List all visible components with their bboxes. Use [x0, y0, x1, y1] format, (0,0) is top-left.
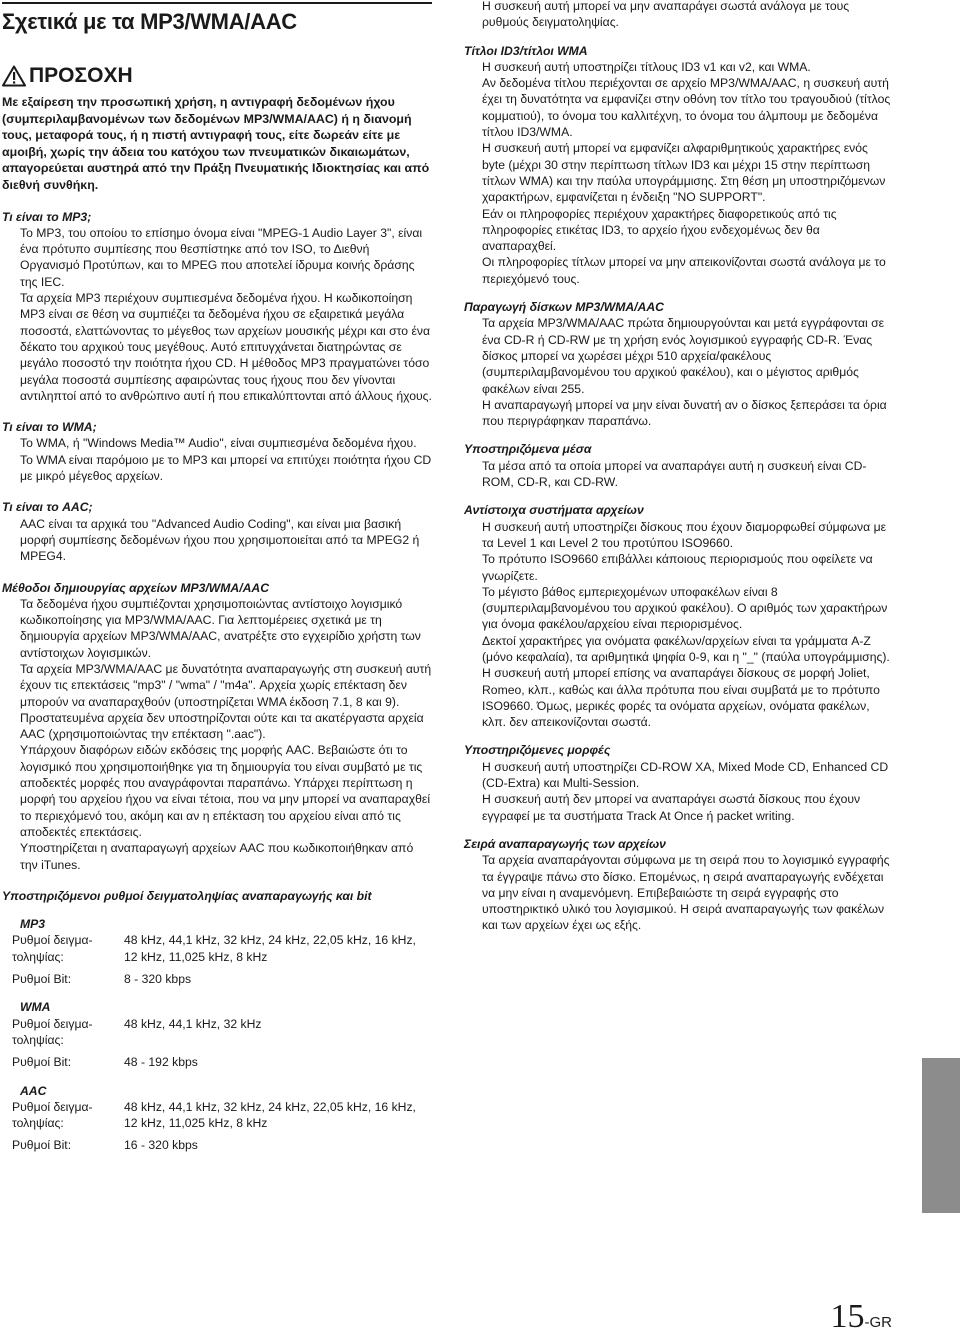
paragraph: Τα αρχεία αναπαράγονται σύμφωνα με τη σειρά που το λογισμικό εγγραφής τα έγγραψε πάνω στο δίσκο. Επομένως, η σειρά αναπαραγωγής ενδέχεται να μην είναι η αναμενόμενη. Επιβεβαιώστε τη σειρά εγγραφής στο υποστηρικτικό υλικό του λογισμικού. Η σειρά αναπαραγωγής των φακέλων και των αρχείων έχει ως εξής.	[482, 853, 890, 933]
section-body	[464, 458, 894, 491]
title-rule	[2, 2, 432, 4]
sampling-label-line: Ρυθμοί δειγμα-	[12, 933, 93, 948]
paragraph: Τα αρχεία MP3/WMA/AAC πρώτα δημιουργούνται και μετά εγγράφονται σε ένα CD-R ή CD-RW με τη χρήση ενός λογισμικού εγγραφής CD-R. Ένας δίσκος μπορεί να χωρέσει μέχρι 510 αρχεία/φακέλους (συμπεριλαμβανομένου του αρχικού φακέλου), και ο μέγιστος αριθμός φακέλων είναι 255.	[482, 316, 885, 396]
page-number	[831, 1300, 893, 1340]
right-column	[464, 0, 894, 934]
section	[2, 499, 432, 564]
warning-text: Με εξαίρεση την προσωπική χρήση, η αντιγραφή δεδομένων ήχου (συμπεριλαμβανομένων των δεδομένων MP3/WMA/AAC) ή η διανομή τους, μεταφορά τους, ή η πιστή αντιγραφή τους, είτε δωρεάν είτε με αμοιβή, χωρίς την άδεια του κατόχου των πνευματικών δικαιωμάτων, απαγορεύεται αυστηρά από την Πράξη Πνευματικής Ιδιοκτησίας και από διεθνή συνθήκη.	[2, 95, 430, 192]
warning-heading: ΠΡΟΣΟΧΗ	[29, 64, 133, 87]
paragraph: Η συσκευή αυτή μπορεί επίσης να αναπαράγει δίσκους σε μορφή Joliet, Romeo, κλπ., καθώς και άλλα πρότυπα που είναι συμβατά με το πρότυπο ISO9660. Όμως, μερικές φορές τα ονόματα αρχείων, ονόματα φακέλων, κλπ. δεν απεικονίζονται σωστά.	[482, 666, 880, 730]
section-body	[464, 59, 894, 287]
sampling-value-line: 12 kHz, 11,025 kHz, 8 kHz	[124, 1116, 268, 1131]
format-name: WMA	[20, 1000, 51, 1015]
warning-header	[2, 64, 432, 88]
sampling-value	[124, 1016, 424, 1049]
section	[2, 419, 432, 484]
sampling-label-line: τοληψίας:	[12, 1116, 64, 1131]
paragraph: Τα αρχεία MP3/WMA/AAC με δυνατότητα αναπαραγωγής στη συσκευή αυτή έχουν τις επεκτάσεις "mp3" / "wma" / "m4a". Αρχεία χωρίς επέκταση δεν μπορούν να αναπαραχθούν (υποστηρίζεται WMA έκδοση 7.1, 8 και 9). Προστατευμένα αρχεία δεν υποστηρίζονται ούτε και τα ακατέργαστα αρχεία AAC (χρησιμοποιώντας την επέκταση ".aac").	[20, 661, 432, 742]
paragraph: Το πρότυπο ISO9660 επιβάλλει κάποιους περιορισμούς που οφείλετε να γνωρίζετε.	[482, 552, 873, 583]
bitrate-value: 48 - 192 kbps	[124, 1055, 198, 1070]
section-body	[2, 435, 432, 484]
section	[464, 836, 894, 934]
section-title: Αντίστοιχα συστήματα αρχείων	[464, 503, 644, 518]
section-title: Υποστηριζόμενα μέσα	[464, 442, 592, 457]
section-body	[464, 519, 894, 731]
paragraph: Τα δεδομένα ήχου συμπιέζονται χρησιμοποιώντας αντίστοιχο λογισμικό κωδικοποίησης για MP3/WMA/AAC. Για λεπτομέρειες σχετικά με τη δημιουργία αρχείων MP3/WMA/AAC, ανατρέξτε στο εγχειρίδιο χρήστη των αντίστοιχων λογισμικών.	[20, 596, 421, 660]
bitrate-row	[2, 1137, 432, 1153]
paragraph: AAC είναι τα αρχικά του "Advanced Audio Coding", και είναι μια βασική μορφή συμπίεσης δεδομένων ήχου που χρησιμοποιείται από τα MPEG2 ή MPEG4.	[20, 516, 420, 564]
section	[464, 441, 894, 490]
section-title: Σειρά αναπαραγωγής των αρχείων	[464, 836, 666, 851]
paragraph: Αν δεδομένα τίτλου περιέχονται σε αρχείο MP3/WMA/AAC, η συσκευή αυτή έχει τη δυνατότητα να εμφανίζει στην οθόνη τον τίτλο του τραγουδιού (τίτλος κομματιού), το όνομα του καλλιτέχνη, το όνομα του άλμπουμ με δεδομένα τίτλου ID3/WMA.	[482, 76, 891, 140]
section	[464, 502, 894, 730]
section	[464, 299, 894, 429]
paragraph: Τα μέσα από τα οποία μπορεί να αναπαράγει αυτή η συσκευή είναι CD-ROM, CD-R, και CD-RW.	[482, 458, 867, 490]
sampling-label	[12, 1099, 124, 1132]
sampling-value-line: 48 kHz, 44,1 kHz, 32 kHz, 24 kHz, 22,05 kHz, 16 kHz,	[124, 1099, 416, 1114]
bitrate-row	[2, 971, 432, 987]
sampling-value-line: 48 kHz, 44,1 kHz, 32 kHz, 24 kHz, 22,05 kHz, 16 kHz,	[124, 933, 416, 948]
section-title: Τι είναι το MP3;	[2, 209, 92, 224]
paragraph: Το μέγιστο βάθος εμπεριεχομένων υποφακέλων είναι 8 (συμπεριλαμβανομένου του αρχικού φακέλου). Ο αριθμός των χαρακτήρων για όνομα φακέλου/αρχείου είναι περιορισμένος.	[482, 584, 888, 632]
bitrate-value: 16 - 320 kbps	[124, 1138, 198, 1153]
sampling-row	[2, 1099, 432, 1132]
section-title: Τίτλοι ID3/τίτλοι WMA	[464, 43, 588, 58]
format-name: MP3	[20, 917, 46, 932]
section	[464, 742, 894, 823]
paragraph: Η συσκευή αυτή υποστηρίζει δίσκους που έχουν διαμορφωθεί σύμφωνα με τα Level 1 και Level 2 του προτύπου ISO9660.	[482, 519, 887, 550]
sampling-label-line: Ρυθμοί δειγμα-	[12, 1099, 93, 1114]
page-title: Σχετικά με τα MP3/WMA/AAC	[2, 9, 297, 34]
right-intro: Η συσκευή αυτή μπορεί να μην αναπαράγει σωστά ανάλογα με τους ρυθμούς δειγματοληψίας.	[482, 0, 850, 30]
paragraph: Υπάρχουν διαφόρων ειδών εκδόσεις της μορφής AAC. Βεβαιώστε ότι το λογισμικό που χρησιμοποιήθηκε για τη δημιουργία του είναι συμβατό με τις αποδεκτές μορφές που αναγράφονται παραπάνω. Υπάρχει περίπτωση η μορφή του αρχείου ήχου να είναι τέτοια, που να μην μπορεί να αναπαραχθεί το περιεχόμενό του, ακόμη και αν η επέκταση του αρχείου είναι από τις αποδεκτές επεκτάσεις.	[20, 743, 431, 839]
sampling-label-line: τοληψίας:	[12, 949, 64, 964]
left-column	[2, 0, 432, 1154]
section-body	[464, 759, 894, 824]
paragraph: Οι πληροφορίες τίτλων μπορεί να μην απεικονίζονται σωστά ανάλογα με το περιεχόμενό τους.	[482, 255, 886, 286]
section	[2, 580, 432, 873]
paragraph: Το WMA είναι παρόμοιο με το MP3 και μπορεί να επιτύχει ποιότητα ήχου CD με μικρό μέγεθος αρχείων.	[20, 452, 432, 484]
section-body	[2, 516, 432, 565]
section-title: Μέθοδοι δημιουργίας αρχείων MP3/WMA/AAC	[2, 580, 270, 595]
format-name: AAC	[20, 1083, 47, 1098]
sampling-label	[12, 1016, 124, 1049]
section-body	[2, 596, 432, 873]
warning-triangle-icon	[2, 65, 26, 87]
side-tab	[922, 1058, 960, 1213]
sampling-label-line: Ρυθμοί δειγμα-	[12, 1016, 93, 1031]
paragraph: Η συσκευή αυτή υποστηρίζει τίτλους ID3 v1 και v2, και WMA.	[482, 59, 811, 74]
section-body	[2, 225, 432, 404]
sampling-value	[124, 932, 424, 965]
section-body	[464, 852, 894, 933]
sampling-value	[124, 1099, 424, 1132]
sampling-rates-section	[2, 888, 432, 1154]
left-sections	[2, 209, 432, 873]
bitrate-value: 8 - 320 kbps	[124, 972, 192, 987]
page-number-digits: 15	[830, 1298, 865, 1335]
bitrate-label: Ρυθμοί Bit:	[12, 972, 72, 987]
bitrate-label: Ρυθμοί Bit:	[12, 1138, 72, 1153]
section	[464, 43, 894, 287]
paragraph: Το MP3, του οποίου το επίσημο όνομα είναι "MPEG-1 Audio Layer 3", είναι ένα πρότυπο συμπίεσης που θεσπίστηκε από τον ISO, το Διεθνή Οργανισμό Προτύπων, και το MPEG που αποτελεί ίδρυμα κοινής δράσης της IEC.	[20, 225, 423, 289]
section-title: Υποστηριζόμενοι ρυθμοί δειγματοληψίας αναπαραγωγής και bit	[2, 888, 372, 903]
rates-list	[2, 916, 432, 1154]
right-sections	[464, 43, 894, 934]
section-title: Τι είναι το WMA;	[2, 420, 97, 435]
paragraph: Το WMA, ή "Windows Media™ Audio", είναι συμπιεσμένα δεδομένα ήχου.	[20, 436, 417, 451]
sampling-label-line: τοληψίας:	[12, 1032, 64, 1047]
bitrate-row	[2, 1054, 432, 1070]
section-title: Τι είναι το AAC;	[2, 500, 93, 515]
paragraph: Εάν οι πληροφορίες περιέχουν χαρακτήρες διαφορετικούς από τις πληροφορίες ετικέτας ID3, το αρχείο ήχου ενδεχομένως δεν θα αναπαραχθεί.	[482, 206, 837, 254]
paragraph: Η συσκευή αυτή δεν μπορεί να αναπαράγει σωστά δίσκους που έχουν εγγραφεί με τα συστήματα Track At Once ή packet writing.	[482, 792, 861, 823]
section-title: Παραγωγή δίσκων MP3/WMA/AAC	[464, 300, 664, 315]
sampling-value-line: 48 kHz, 44,1 kHz, 32 kHz	[124, 1016, 262, 1031]
paragraph: Υποστηρίζεται η αναπαραγωγή αρχείων AAC που κωδικοποιήθηκαν από την iTunes.	[20, 841, 414, 872]
bitrate-label: Ρυθμοί Bit:	[12, 1055, 72, 1070]
paragraph: Τα αρχεία MP3 περιέχουν συμπιεσμένα δεδομένα ήχου. Η κωδικοποίηση MP3 είναι σε θέση να συμπιέζει τα δεδομένα ήχου σε εξαιρετικά μεγάλα ποσοστά, ελαττώνοντας το μέγεθος των αρχείων μουσικής μέχρι και στο ένα δέκατο του αρχικού τους μεγέθους. Αυτό επιτυγχάνεται διατηρώντας σε μεγάλο ποσοστό την ποιότητα ήχου CD. Η μέθοδος MP3 πραγματώνει τόσο μεγάλα ποσοστά συμπίεσης αφαιρώντας τους ήχους που δεν γίνονται αντιληπτοί από το ανθρώπινο αυτί ή που επικαλύπτονται από άλλους ήχους.	[20, 291, 432, 403]
paragraph: Δεκτοί χαρακτήρες για ονόματα φακέλων/αρχείων είναι τα γράμματα A-Z (μόνο κεφαλαία), τα αριθμητικά ψηφία 0-9, και η "_" (παύλα υπογράμμισης).	[482, 633, 890, 664]
paragraph: Η συσκευή αυτή υποστηρίζει CD-ROW XA, Mixed Mode CD, Enhanced CD (CD-Extra) και Multi-Session.	[482, 759, 889, 791]
section-body	[464, 315, 894, 429]
paragraph: Η συσκευή αυτή μπορεί να εμφανίζει αλφαριθμητικούς χαρακτήρες ενός byte (μέχρι 30 στην περίπτωση τίτλων ID3 και μέχρι 15 στην περίπτωση τίτλων WMA) και την παύλα υπογράμμισης. Στη θέση μη υποστηριζόμενων χαρακτήρων, εμφανίζεται η ένδειξη "NO SUPPORT".	[482, 141, 886, 205]
sampling-label	[12, 932, 124, 965]
sampling-row	[2, 932, 432, 965]
section-title: Υποστηριζόμενες μορφές	[464, 743, 611, 758]
paragraph: Η αναπαραγωγή μπορεί να μην είναι δυνατή αν ο δίσκος ξεπεράσει τα όρια που περιγράφηκαν παραπάνω.	[482, 397, 887, 429]
sampling-value-line: 12 kHz, 11,025 kHz, 8 kHz	[124, 949, 268, 964]
section	[2, 209, 432, 405]
sampling-row	[2, 1016, 432, 1049]
page-number-suffix: -GR	[864, 1314, 892, 1331]
